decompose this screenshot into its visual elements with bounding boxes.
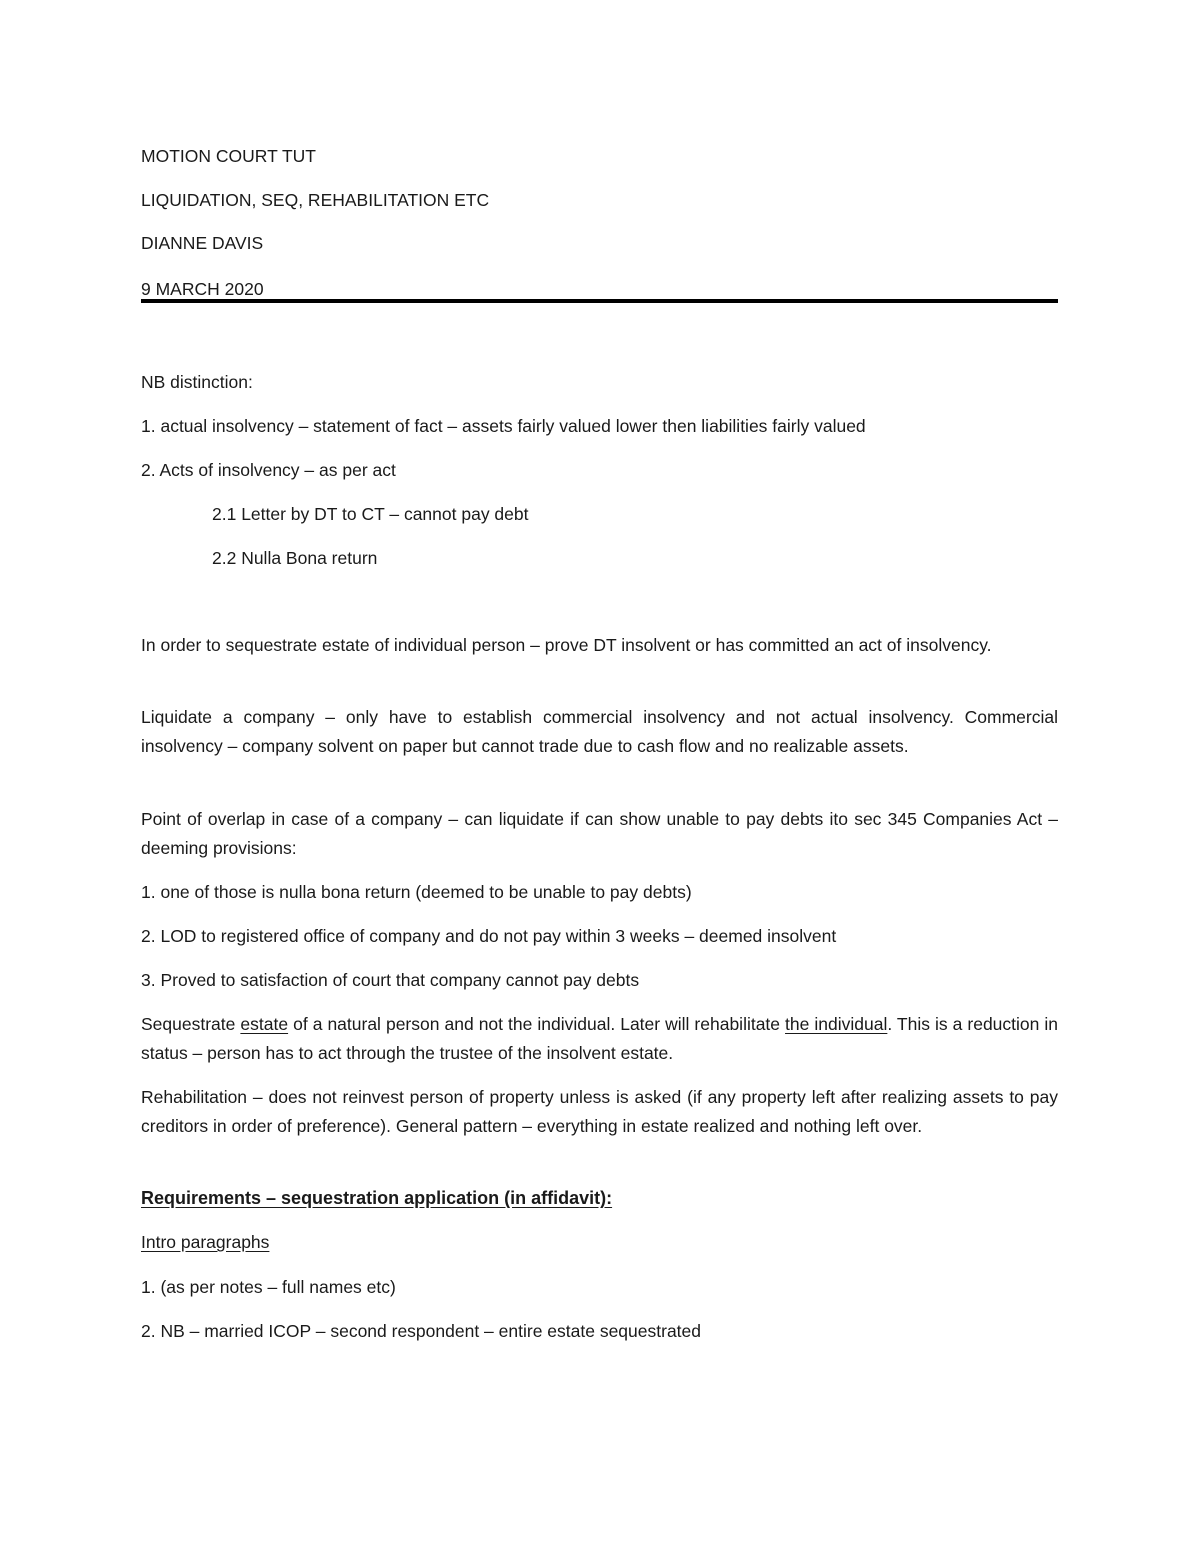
estate-underline-individual: the individual xyxy=(785,1014,888,1034)
distinction-item-2: 2. Acts of insolvency – as per act xyxy=(141,460,396,480)
estate-text-a: Sequestrate xyxy=(141,1014,241,1034)
paragraph-liquidate: Liquidate a company – only have to establish commercial insolvency and not actual insolvency. Commercial insolvency – company solvent on paper but cannot trade due to cash flow and no realizable assets. xyxy=(141,707,1058,756)
distinction-label: NB distinction: xyxy=(141,372,253,392)
deeming-item-2: 2. LOD to registered office of company and do not pay within 3 weeks – deemed insolvent xyxy=(141,926,837,946)
document-subtitle: LIQUIDATION, SEQ, REHABILITATION ETC xyxy=(141,190,490,210)
estate-underline-estate: estate xyxy=(240,1014,289,1034)
paragraph-estate xyxy=(141,1010,1058,1067)
estate-text-c: . This is a reduction in status – person has to act through the trustee of the insolvent estate. xyxy=(141,1014,1059,1063)
distinction-item-2-2: 2.2 Nulla Bona return xyxy=(212,548,378,568)
paragraph-sequestrate: In order to sequestrate estate of individual person – prove DT insolvent or has committed an act of insolvency. xyxy=(141,635,992,655)
deeming-item-1: 1. one of those is nulla bona return (deemed to be unable to pay debts) xyxy=(141,882,692,902)
intro-subheading: Intro paragraphs xyxy=(141,1232,270,1252)
requirements-heading: Requirements – sequestration application (in affidavit): xyxy=(141,1188,613,1208)
requirement-item-2: 2. NB – married ICOP – second respondent – entire estate sequestrated xyxy=(141,1321,701,1341)
distinction-item-2-1: 2.1 Letter by DT to CT – cannot pay debt xyxy=(212,504,529,524)
document-author: DIANNE DAVIS xyxy=(141,233,264,253)
paragraph-overlap: Point of overlap in case of a company – can liquidate if can show unable to pay debts ito sec 345 Companies Act – deeming provisions: xyxy=(141,809,1058,858)
estate-text-b: of a natural person and not the individual. Later will rehabilitate xyxy=(288,1014,786,1034)
deeming-item-3: 3. Proved to satisfaction of court that company cannot pay debts xyxy=(141,970,640,990)
header-divider xyxy=(141,299,1058,303)
document-date: 9 MARCH 2020 xyxy=(141,279,264,299)
distinction-item-1: 1. actual insolvency – statement of fact – assets fairly valued lower then liabilities fairly valued xyxy=(141,416,866,436)
paragraph-rehabilitation: Rehabilitation – does not reinvest person of property unless is asked (if any property left after realizing assets to pay creditors in order of preference). General pattern – everything in estate realized and nothing left over. xyxy=(141,1087,1058,1136)
requirement-item-1: 1. (as per notes – full names etc) xyxy=(141,1277,396,1297)
document-title: MOTION COURT TUT xyxy=(141,146,316,166)
